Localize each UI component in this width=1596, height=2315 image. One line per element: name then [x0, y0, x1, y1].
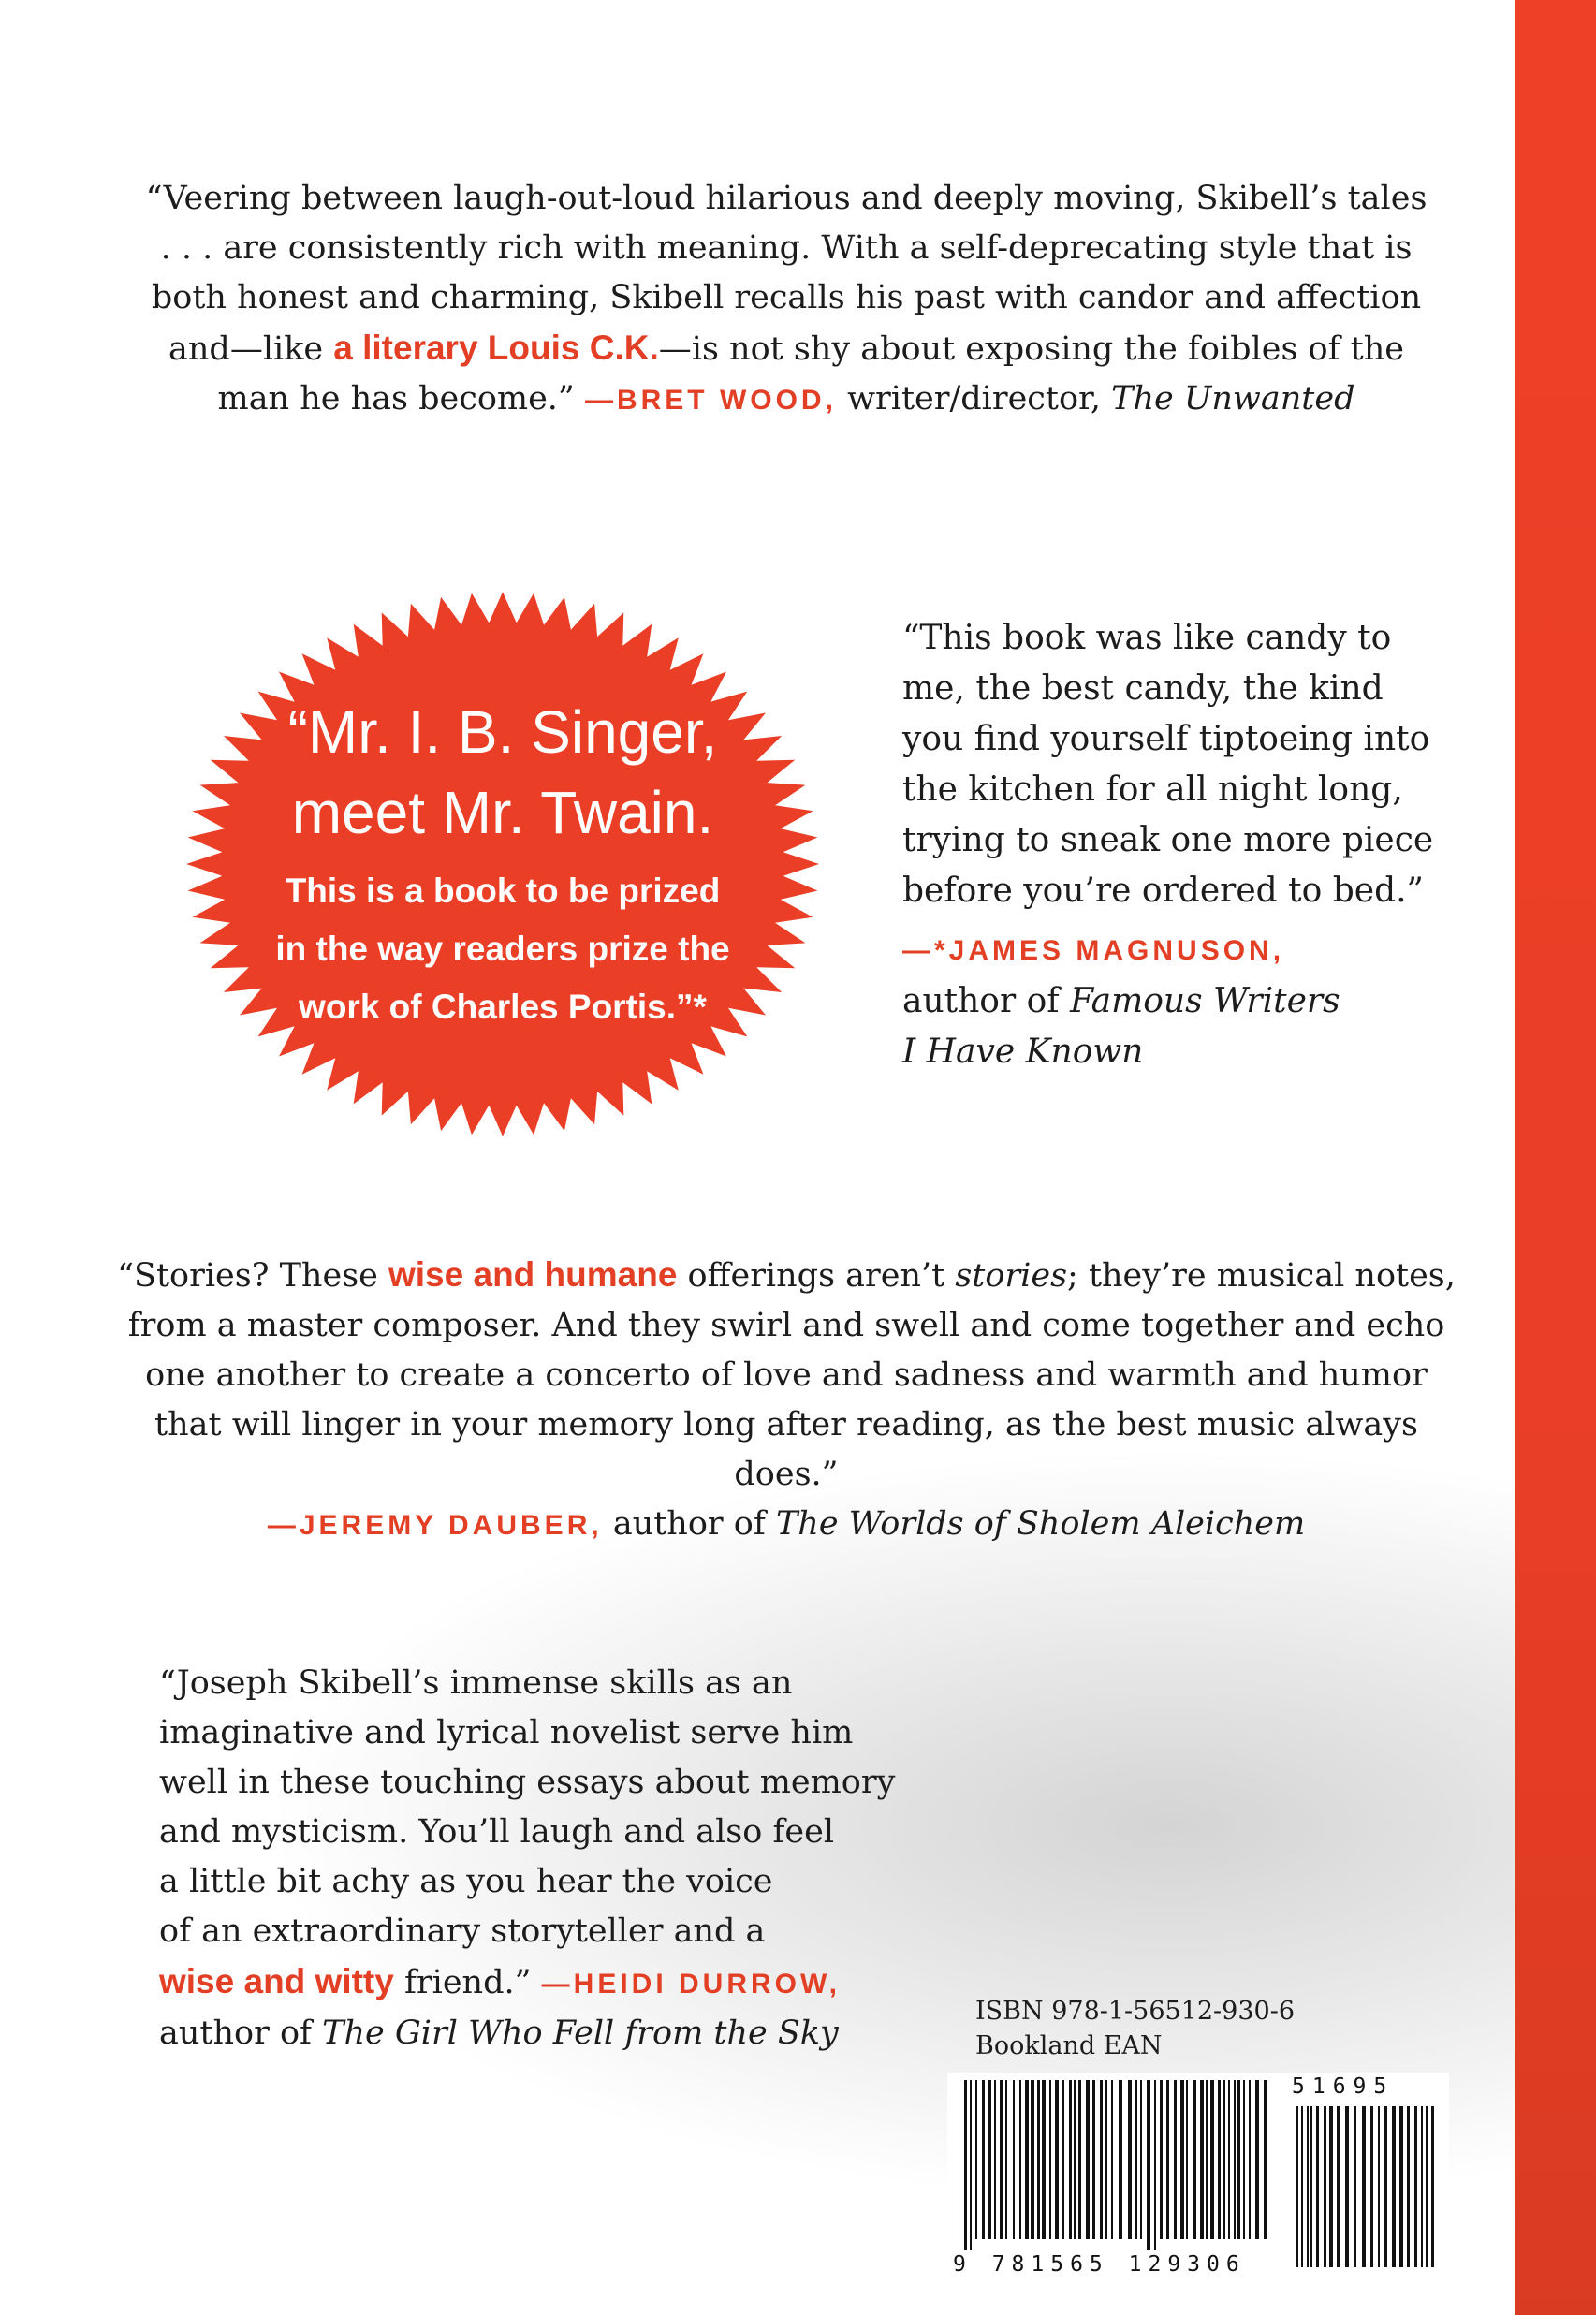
attribution-name: —BRET WOOD, — [584, 385, 837, 416]
starburst-badge — [180, 588, 826, 1140]
isbn-block — [975, 1994, 1331, 2063]
starburst-text — [180, 588, 826, 1140]
starburst-headline-1: “Mr. I. B. Singer, — [287, 698, 718, 766]
barcode-bar — [1431, 2106, 1434, 2267]
barcode-bar — [1119, 2080, 1122, 2239]
barcode-bar — [1307, 2106, 1309, 2267]
barcode-bar — [1105, 2080, 1107, 2239]
barcode-bar — [1025, 2080, 1029, 2239]
attribution-role: writer/director, — [836, 380, 1112, 418]
starburst-headline-2: meet Mr. Twain. — [291, 779, 714, 846]
barcode-bar — [1426, 2106, 1428, 2267]
barcode-bar — [1186, 2080, 1188, 2239]
barcode-bar — [1100, 2080, 1103, 2239]
quote-line: before you’re ordered to bed.” — [902, 872, 1424, 910]
attribution-name: —JEREMY DAUBER, — [267, 1510, 603, 1541]
attribution-role: author of — [159, 2015, 323, 2052]
barcode-bar — [1421, 2106, 1423, 2267]
quote-highlight: wise and humane — [388, 1255, 678, 1294]
barcode-bar — [1166, 2080, 1169, 2239]
barcode-bar — [1092, 2080, 1095, 2239]
quote-line: well in these touching essays about memory — [159, 1764, 896, 1801]
quote-line: the kitchen for all night long, — [902, 770, 1403, 809]
barcode-bar — [1206, 2080, 1208, 2239]
attribution-name: —*JAMES MAGNUSON, — [902, 935, 1285, 966]
barcode-bar — [1013, 2080, 1015, 2239]
quote-line: a little bit achy as you hear the voice — [159, 1863, 773, 1900]
barcode-bar — [1078, 2080, 1081, 2239]
isbn-number: ISBN 978-1-56512-930-6 — [975, 1997, 1296, 2026]
barcode — [947, 2073, 1449, 2290]
barcode-bar — [988, 2080, 991, 2239]
quote-heidi-durrow — [159, 1659, 908, 2059]
quote-line: me, the best candy, the kind — [902, 669, 1384, 708]
quote-line: “This book was like candy to — [902, 619, 1392, 657]
attribution-name: —HEIDI DURROW, — [541, 1969, 841, 2000]
barcode-bar — [1301, 2106, 1303, 2267]
barcode-bar — [1296, 2106, 1298, 2267]
isbn-label: Bookland EAN — [975, 2031, 1163, 2060]
barcode-bar — [1210, 2080, 1214, 2239]
barcode-bar — [1160, 2080, 1163, 2239]
barcode-bar — [1218, 2080, 1221, 2239]
barcode-bar — [1200, 2080, 1204, 2239]
barcode-bar — [1031, 2080, 1034, 2239]
barcode-bar — [1037, 2080, 1040, 2239]
barcode-bar — [1228, 2080, 1230, 2239]
starburst-sub-2: in the way readers prize the — [275, 930, 730, 968]
barcode-bar — [1237, 2080, 1240, 2239]
barcode-bar — [1019, 2080, 1021, 2239]
quote-jeremy-dauber — [112, 1250, 1460, 1550]
quote-text: “Stories? These — [117, 1257, 388, 1295]
quote-highlight: a literary Louis C.K. — [333, 329, 659, 367]
barcode-bar — [1128, 2080, 1132, 2239]
barcode-bar — [1193, 2080, 1196, 2239]
barcode-bar — [1042, 2080, 1046, 2239]
barcode-bar — [1392, 2106, 1396, 2267]
barcode-bar — [1135, 2080, 1137, 2239]
quote-bret-wood — [140, 174, 1432, 425]
barcode-bar — [1370, 2106, 1373, 2267]
starburst-sub-1: This is a book to be prized — [285, 872, 721, 910]
quote-line: and mysticism. You’ll laugh and also feel — [159, 1813, 835, 1851]
quote-text-continued: offerings aren’t — [677, 1257, 956, 1295]
barcode-bar — [1329, 2106, 1333, 2267]
barcode-bar — [964, 2080, 967, 2250]
barcode-bar — [1049, 2080, 1051, 2239]
attribution-work: Famous Writers — [1070, 982, 1340, 1020]
barcode-bar — [1062, 2080, 1064, 2239]
barcode-bar — [1407, 2106, 1410, 2267]
quote-line: trying to sneak one more piece — [902, 821, 1434, 859]
barcode-bar — [975, 2080, 977, 2239]
barcode-bar — [1223, 2080, 1225, 2239]
barcode-bar — [1345, 2106, 1349, 2267]
attribution-work: The Girl Who Fell from the Sky — [322, 2015, 839, 2052]
barcode-bar — [1074, 2080, 1076, 2239]
quote-text: “Veering between laugh-out-loud hilarious and deeply moving, Skibell’s tales . . . are consistently rich with meaning. With a self-deprecating style that is both honest and charming, Skibell recalls his past with candor and affection and—like — [145, 180, 1428, 368]
barcode-bar — [1111, 2080, 1113, 2239]
barcode-bar — [1414, 2106, 1417, 2267]
barcode-bar — [1249, 2080, 1251, 2239]
barcode-bar — [1255, 2080, 1259, 2239]
quote-line: “Joseph Skibell’s immense skills as an — [159, 1664, 793, 1702]
barcode-addon-digits: 51695 — [1292, 2074, 1395, 2099]
attribution-work: The Worlds of Sholem Aleichem — [775, 1505, 1306, 1543]
quote-text-continued: —is not shy about exposing the foibles of the man he has become.” — [217, 330, 1404, 418]
barcode-bar — [1399, 2106, 1403, 2267]
quote-line: imaginative and lyrical novelist serve him — [159, 1714, 854, 1751]
barcode-bar — [1147, 2080, 1150, 2250]
barcode-bar — [1174, 2080, 1177, 2239]
barcode-bar — [1316, 2106, 1319, 2267]
quote-highlight: wise and witty — [159, 1962, 394, 2000]
barcode-bar — [1234, 2080, 1236, 2239]
starburst-sub-3: work of Charles Portis.”* — [299, 988, 707, 1026]
barcode-bar — [1324, 2106, 1326, 2267]
barcode-digits: 9 781565 129306 — [953, 2252, 1246, 2277]
barcode-bar — [1337, 2106, 1340, 2267]
barcode-bar — [1005, 2080, 1007, 2239]
barcode-bar — [970, 2080, 972, 2250]
barcode-bar — [1354, 2106, 1356, 2267]
barcode-bar — [1055, 2080, 1059, 2239]
barcode-bar — [1086, 2080, 1090, 2239]
barcode-bar — [1180, 2080, 1184, 2239]
barcode-bar — [1000, 2080, 1003, 2239]
barcode-bar — [1264, 2080, 1267, 2239]
barcode-bar — [1384, 2106, 1387, 2267]
quote-italic-word: stories — [955, 1257, 1068, 1295]
barcode-bar — [1154, 2080, 1156, 2250]
attribution-work: The Unwanted — [1111, 380, 1355, 418]
barcode-bar — [1140, 2080, 1142, 2239]
quote-james-magnuson — [902, 613, 1445, 1077]
spine-stripe — [1515, 0, 1596, 2315]
barcode-bar — [1243, 2080, 1245, 2239]
barcode-bar — [1069, 2080, 1072, 2239]
barcode-bar — [994, 2080, 996, 2239]
quote-line: friend.” — [393, 1964, 542, 2001]
barcode-bar — [1362, 2106, 1366, 2267]
barcode-bar — [1378, 2106, 1380, 2267]
barcode-bar — [1310, 2106, 1312, 2267]
quote-line: of an extraordinary storyteller and a — [159, 1912, 766, 1950]
attribution-role: author of — [902, 982, 1071, 1020]
quote-text-rest: ; they’re musical notes, from a master composer. And they swirl and swell and come together and echo one another to create a concerto of love and sadness and warmth and humor that will linger in your memory long after reading, as the best music always does.” — [127, 1257, 1456, 1493]
attribution-work-continued: I Have Known — [902, 1033, 1144, 1071]
attribution-role: author of — [602, 1505, 776, 1543]
barcode-bar — [982, 2080, 985, 2239]
quote-line: you find yourself tiptoeing into — [902, 720, 1430, 758]
